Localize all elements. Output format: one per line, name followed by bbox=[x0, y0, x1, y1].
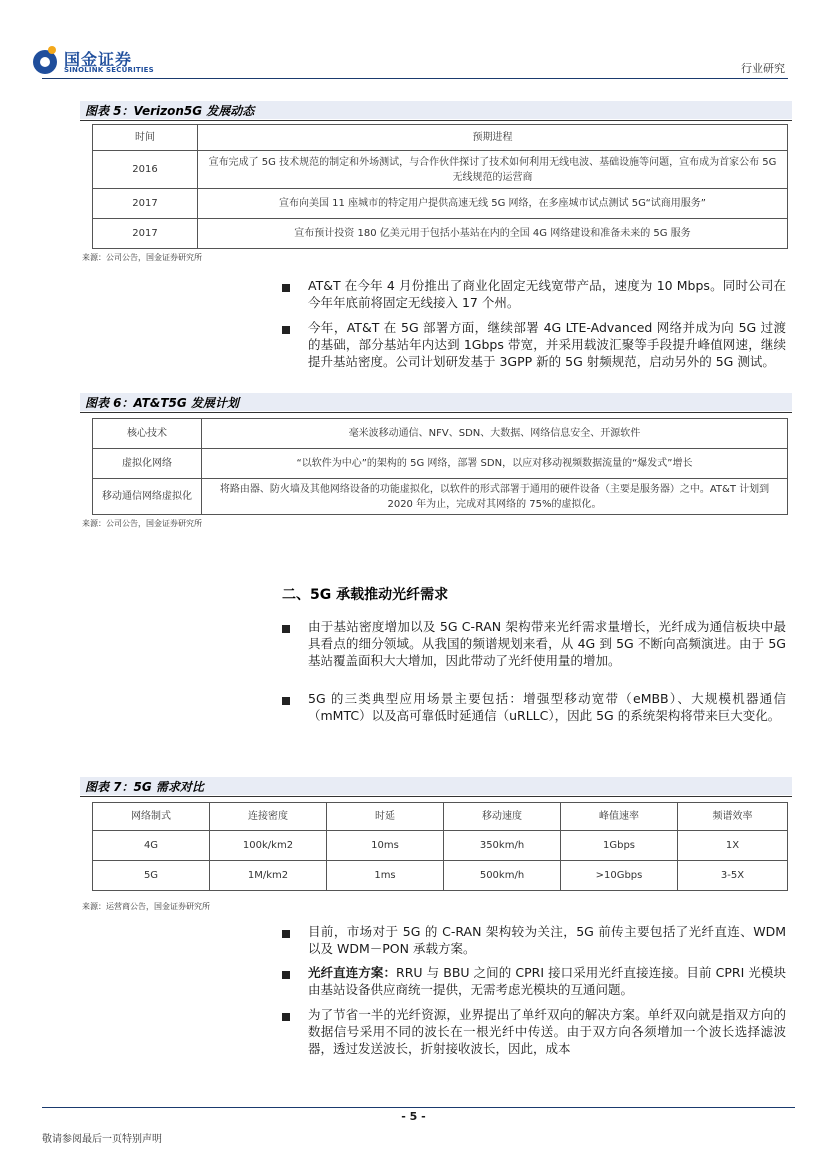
page-number: - 5 - bbox=[401, 1110, 426, 1123]
table-cell-text: 宣布完成了 5G 技术规范的制定和外场测试，与合作伙伴探讨了技术如何利用无线电波、基础设施等问题，宣布成为首家公布 5G 无线规范的运营商 bbox=[198, 151, 788, 189]
bullet-square-icon bbox=[282, 625, 290, 633]
table-cell-key: 移动通信网络虚拟化 bbox=[93, 479, 202, 515]
figure5-rule bbox=[80, 120, 792, 121]
table-header-cell: 峰值速率 bbox=[561, 803, 678, 831]
table-header-cell: 时间 bbox=[93, 125, 198, 151]
figure5-source: 来源：公司公告，国金证券研究所 bbox=[82, 253, 202, 262]
paragraph-bottom-3: 为了节省一半的光纤资源，业界提出了单纤双向的解决方案。单纤双向就是指双方向的数据信号采用不同的波长在一根光纤中传送。由于双方向各须增加一个波长选择滤波器，透过发送波长，折射接收波长，因此，成本 bbox=[308, 1007, 786, 1056]
table-header-cell: 频谱效率 bbox=[678, 803, 788, 831]
table-row bbox=[93, 861, 788, 891]
bullet-square-icon bbox=[282, 1013, 290, 1021]
table-header-row bbox=[93, 125, 788, 151]
table-cell-text: 宣布预计投资 180 亿美元用于包括小基站在内的全国 4G 网络建设和准备未来的 5G 服务 bbox=[198, 219, 788, 249]
table-cell-key: 虚拟化网络 bbox=[93, 449, 202, 479]
bullet-square-icon bbox=[282, 697, 290, 705]
figure6-source: 来源：公司公告，国金证券研究所 bbox=[82, 519, 202, 528]
figure6-rule bbox=[80, 412, 792, 413]
table-header-cell: 移动速度 bbox=[444, 803, 561, 831]
table-cell: 1M/km2 bbox=[210, 861, 327, 891]
table-cell-value: 将路由器、防火墙及其他网络设备的功能虚拟化，以软件的形式部署于通用的硬件设备（主要是服务器）之中。AT&T 计划到 2020 年为止，完成对其网络的 75%的虚拟化。 bbox=[202, 479, 788, 515]
table-cell: 1X bbox=[678, 831, 788, 861]
figure7-title: 图表 7：5G 需求对比 bbox=[85, 780, 204, 794]
table-cell: 4G bbox=[93, 831, 210, 861]
paragraph-text: RRU 与 BBU 之间的 CPRI 接口采用光纤直接连接。目前 CPRI 光模块由基站设备供应商统一提供，无需考虑光模块的互通问题。 bbox=[308, 965, 786, 997]
table-cell: 1Gbps bbox=[561, 831, 678, 861]
table-cell: >10Gbps bbox=[561, 861, 678, 891]
logo-text-en: SINOLINK SECURITIES bbox=[64, 66, 154, 74]
figure6-title: 图表 6：AT&T5G 发展计划 bbox=[85, 396, 239, 410]
table-row bbox=[93, 189, 788, 219]
table-cell: 1ms bbox=[327, 861, 444, 891]
bullet-square-icon bbox=[282, 930, 290, 938]
logo-text-cn: 国金证券 bbox=[64, 50, 133, 69]
table-cell-year: 2017 bbox=[93, 219, 198, 249]
table-cell: 500km/h bbox=[444, 861, 561, 891]
table-header-cell: 时延 bbox=[327, 803, 444, 831]
table-row bbox=[93, 419, 788, 449]
table-cell-key: 核心技术 bbox=[93, 419, 202, 449]
table-cell-value: “以软件为中心”的架构的 5G 网络，部署 SDN，以应对移动视频数据流量的“爆发式”增长 bbox=[202, 449, 788, 479]
table-cell: 3-5X bbox=[678, 861, 788, 891]
paragraph-bottom-1: 目前，市场对于 5G 的 C-RAN 架构较为关注，5G 前传主要包括了光纤直连、WDM 以及 WDM－PON 承载方案。 bbox=[308, 924, 786, 956]
paragraph-att-1: AT&T 在今年 4 月份推出了商业化固定无线宽带产品，速度为 10 Mbps。同时公司在今年年底前将固定无线接入 17 个州。 bbox=[308, 278, 786, 310]
header-divider bbox=[42, 78, 788, 79]
table-row bbox=[93, 449, 788, 479]
table-header-cell: 网络制式 bbox=[93, 803, 210, 831]
footer-divider bbox=[42, 1107, 795, 1108]
figure7-table bbox=[92, 802, 788, 891]
table-row bbox=[93, 151, 788, 189]
bullet-square-icon bbox=[282, 326, 290, 334]
bullet-square-icon bbox=[282, 971, 290, 979]
figure6-table bbox=[92, 418, 788, 515]
table-header-cell: 连接密度 bbox=[210, 803, 327, 831]
logo-dot bbox=[48, 46, 56, 54]
paragraph-section2-1: 由于基站密度增加以及 5G C-RAN 架构带来光纤需求量增长，光纤成为通信板块中最具看点的细分领域。从我国的频谱规划来看，从 4G 到 5G 不断向高频演进。由于 5G 基站覆盖面积大大增加，因此带动了光纤使用量的增加。 bbox=[308, 619, 786, 668]
figure7-source: 来源：运营商公告，国金证券研究所 bbox=[82, 902, 210, 911]
table-cell-value: 毫米波移动通信、NFV、SDN、大数据、网络信息安全、开源软件 bbox=[202, 419, 788, 449]
table-cell: 10ms bbox=[327, 831, 444, 861]
table-cell-year: 2016 bbox=[93, 151, 198, 189]
figure5-table bbox=[92, 124, 788, 249]
figure5-title: 图表 5：Verizon5G 发展动态 bbox=[85, 104, 255, 118]
table-cell: 350km/h bbox=[444, 831, 561, 861]
footer-disclaimer: 敬请参阅最后一页特别声明 bbox=[42, 1134, 162, 1145]
table-cell-text: 宣布向美国 11 座城市的特定用户提供高速无线 5G 网络，在多座城市试点测试 5G“试商用服务” bbox=[198, 189, 788, 219]
report-type: 行业研究 bbox=[741, 62, 785, 75]
paragraph-bottom-2 bbox=[308, 964, 786, 998]
table-row bbox=[93, 831, 788, 861]
table-row bbox=[93, 219, 788, 249]
table-cell: 100k/km2 bbox=[210, 831, 327, 861]
table-row bbox=[93, 479, 788, 515]
paragraph-section2-2: 5G 的三类典型应用场景主要包括：增强型移动宽带（eMBB）、大规模机器通信（mMTC）以及高可靠低时延通信（uRLLC），因此 5G 的系统架构将带来巨大变化。 bbox=[308, 691, 786, 723]
paragraph-att-2: 今年，AT&T 在 5G 部署方面，继续部署 4G LTE-Advanced 网络并成为向 5G 过渡的基础，部分基站年内达到 1Gbps 带宽，并采用载波汇聚等手段提升峰值网速，继续提升基站密度。公司计划研发基于 3GPP 新的 5G 射频规范，启动另外的 5G 测试。 bbox=[308, 320, 786, 369]
table-cell: 5G bbox=[93, 861, 210, 891]
table-header-cell: 预期进程 bbox=[198, 125, 788, 151]
table-header-row bbox=[93, 803, 788, 831]
table-cell-year: 2017 bbox=[93, 189, 198, 219]
bullet-square-icon bbox=[282, 284, 290, 292]
section-heading: 二、5G 承载推动光纤需求 bbox=[282, 587, 449, 603]
keyword-bold: 光纤直连方案： bbox=[308, 965, 397, 980]
figure7-rule bbox=[80, 796, 792, 797]
